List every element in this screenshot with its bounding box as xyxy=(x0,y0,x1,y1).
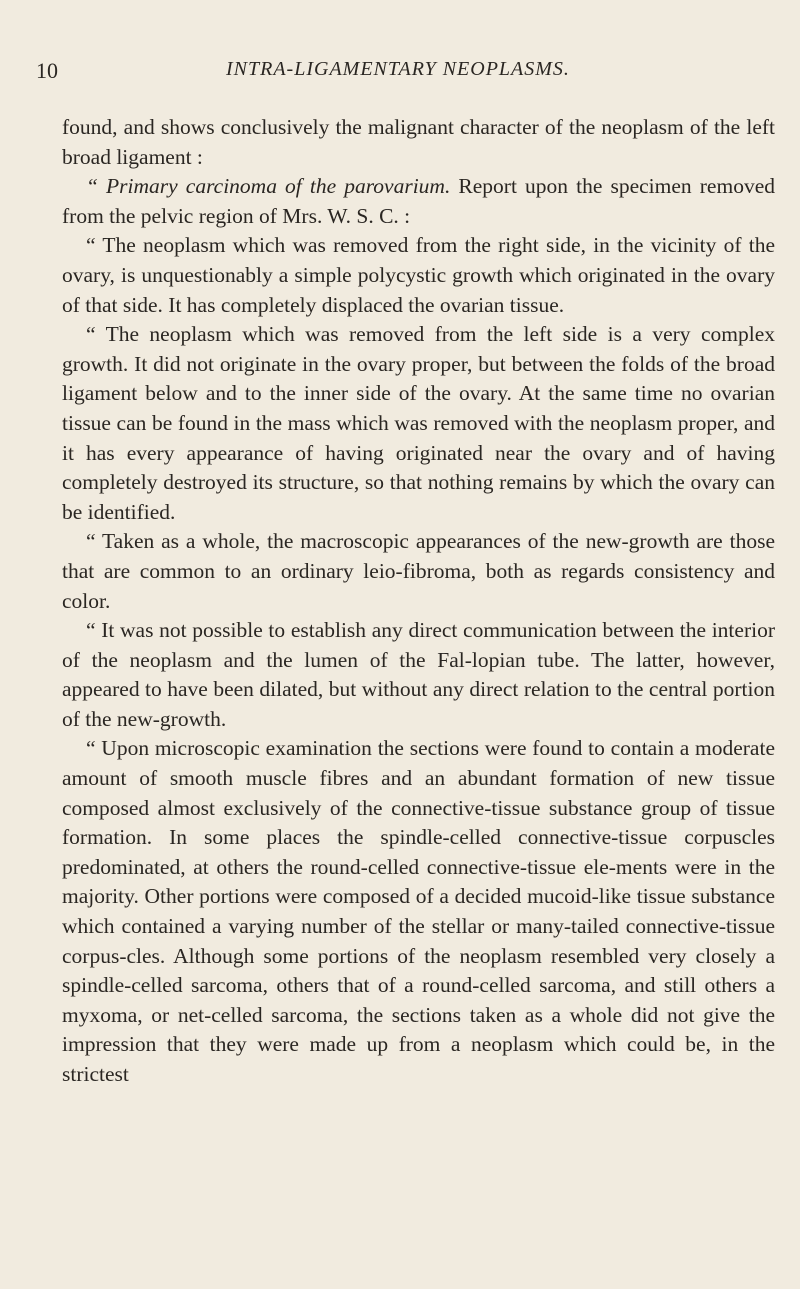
report-subtitle: Report upon the specimen removed from the pelvic region of Mrs. W. S. C. : xyxy=(62,174,775,228)
report-heading xyxy=(62,172,775,231)
paragraph: “ The neoplasm which was removed from the right side, in the vicinity of the ovary, is unquestionably a simple polycystic growth which originated in the ovary of that side. It has completely displaced the ovarian tissue. xyxy=(62,233,775,317)
paragraph: “ Upon microscopic examination the sections were found to contain a moderate amount of smooth muscle fibres and an abundant formation of new tissue composed almost exclusively of the connective-tissue substance group of tissue formation. In some places the spindle-celled connective-tissue corpuscles predominated, at others the round-celled connective-tissue ele-ments were in the majority. Other portions were composed of a decided mucoid-like tissue substance which contained a varying number of the stellar or many-tailed connective-tissue corpus-cles. Although some portions of the neoplasm resembled very closely a spindle-celled sarcoma, others that of a round-celled sarcoma, and still others a myxoma, or net-celled sarcoma, the sections taken as a whole did not give the impression that they were made up from a neoplasm which could be, in the strictest xyxy=(62,736,775,1086)
report-title: “ Primary carcinoma of the parovarium. xyxy=(86,174,451,199)
paragraph: “ Taken as a whole, the macroscopic appearances of the new-growth are those that are common to an ordinary leio-fibroma, both as regards consistency and color. xyxy=(62,529,775,613)
paragraph: “ It was not possible to establish any direct communication between the interior of the neoplasm and the lumen of the Fal-lopian tube. The latter, however, appeared to have been dilated, but without any direct relation to the central portion of the new-growth. xyxy=(62,618,775,731)
running-title: INTRA-LIGAMENTARY NEOPLASMS. xyxy=(226,58,570,80)
paragraph: found, and shows conclusively the malignant character of the neoplasm of the left broad ligament : xyxy=(62,115,775,169)
running-head xyxy=(36,58,776,88)
body-text xyxy=(62,113,775,1090)
paragraph: “ The neoplasm which was removed from the left side is a very complex growth. It did not originate in the ovary proper, but between the folds of the broad ligament below and to the inner side of the ovary. At the same time no ovarian tissue can be found in the mass which was removed with the neoplasm proper, and it has every appearance of having originated near the ovary and of having completely destroyed its structure, so that nothing remains by which the ovary can be identified. xyxy=(62,322,775,524)
page-number: 10 xyxy=(36,58,58,83)
